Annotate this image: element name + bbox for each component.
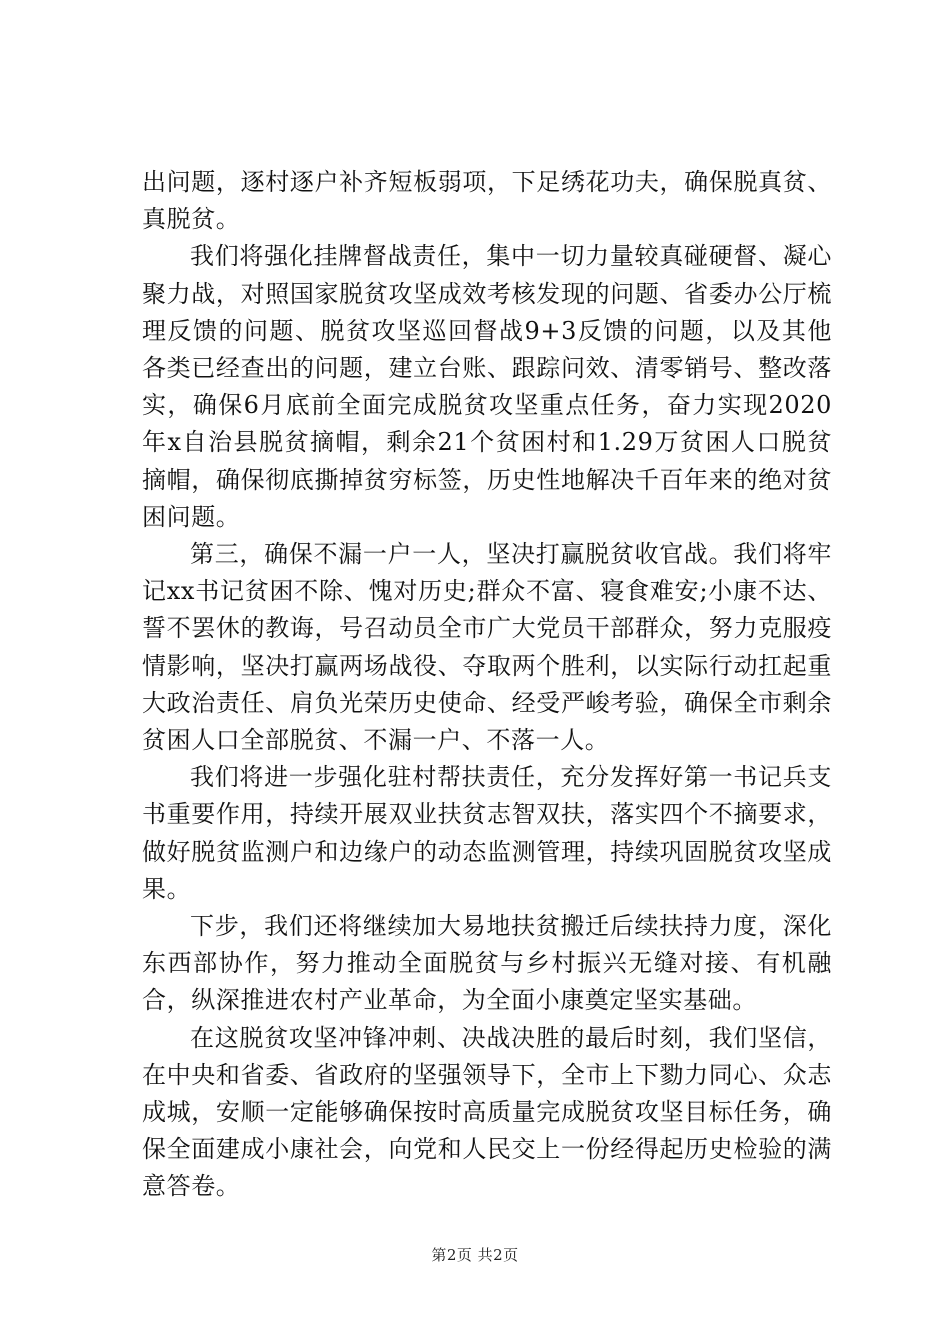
paragraph: 下步，我们还将继续加大易地扶贫搬迁后续扶持力度，深化东西部协作，努力推动全面脱贫与乡村振兴无缝对接、有机融合，纵深推进农村产业革命，为全面小康奠定坚实基础。 xyxy=(142,912,832,1015)
paragraph-continued: 出问题，逐村逐户补齐短板弱项，下足绣花功夫，确保脱真贫、真脱贫。 xyxy=(142,168,832,234)
document-body xyxy=(142,164,832,1206)
paragraph: 在这脱贫攻坚冲锋冲刺、决战决胜的最后时刻，我们坚信，在中央和省委、省政府的坚强领导下，全市上下勠力同心、众志成城，安顺一定能够确保按时高质量完成脱贫攻坚目标任务，确保全面建成小康社会，向党和人民交上一份经得起历史检验的满意答卷。 xyxy=(142,1023,832,1201)
page-footer: 第2页 共2页 xyxy=(431,1246,519,1264)
paragraph: 第三，确保不漏一户一人，坚决打赢脱贫收官战。我们将牢记xx书记贫困不除、愧对历史;群众不富、寝食难安;小康不达、誓不罢休的教诲，号召动员全市广大党员干部群众，努力克服疫情影响，坚决打赢两场战役、夺取两个胜利，以实际行动扛起重大政治责任、肩负光荣历史使命、经受严峻考验，确保全市剩余贫困人口全部脱贫、不漏一户、不落一人。 xyxy=(142,540,832,755)
paragraph: 我们将强化挂牌督战责任，集中一切力量较真碰硬督、凝心聚力战，对照国家脱贫攻坚成效考核发现的问题、省委办公厅梳理反馈的问题、脱贫攻坚巡回督战9+3反馈的问题，以及其他各类已经查出的问题，建立台账、跟踪问效、清零销号、整改落实，确保6月底前全面完成脱贫攻坚重点任务，奋力实现2020年x自治县脱贫摘帽，剩余21个贫困村和1.29万贫困人口脱贫摘帽，确保彻底撕掉贫穷标签，历史性地解决千百年来的绝对贫困问题。 xyxy=(142,242,832,531)
paragraph: 我们将进一步强化驻村帮扶责任，充分发挥好第一书记兵支书重要作用，持续开展双业扶贫志智双扶，落实四个不摘要求，做好脱贫监测户和边缘户的动态监测管理，持续巩固脱贫攻坚成果。 xyxy=(142,763,832,903)
